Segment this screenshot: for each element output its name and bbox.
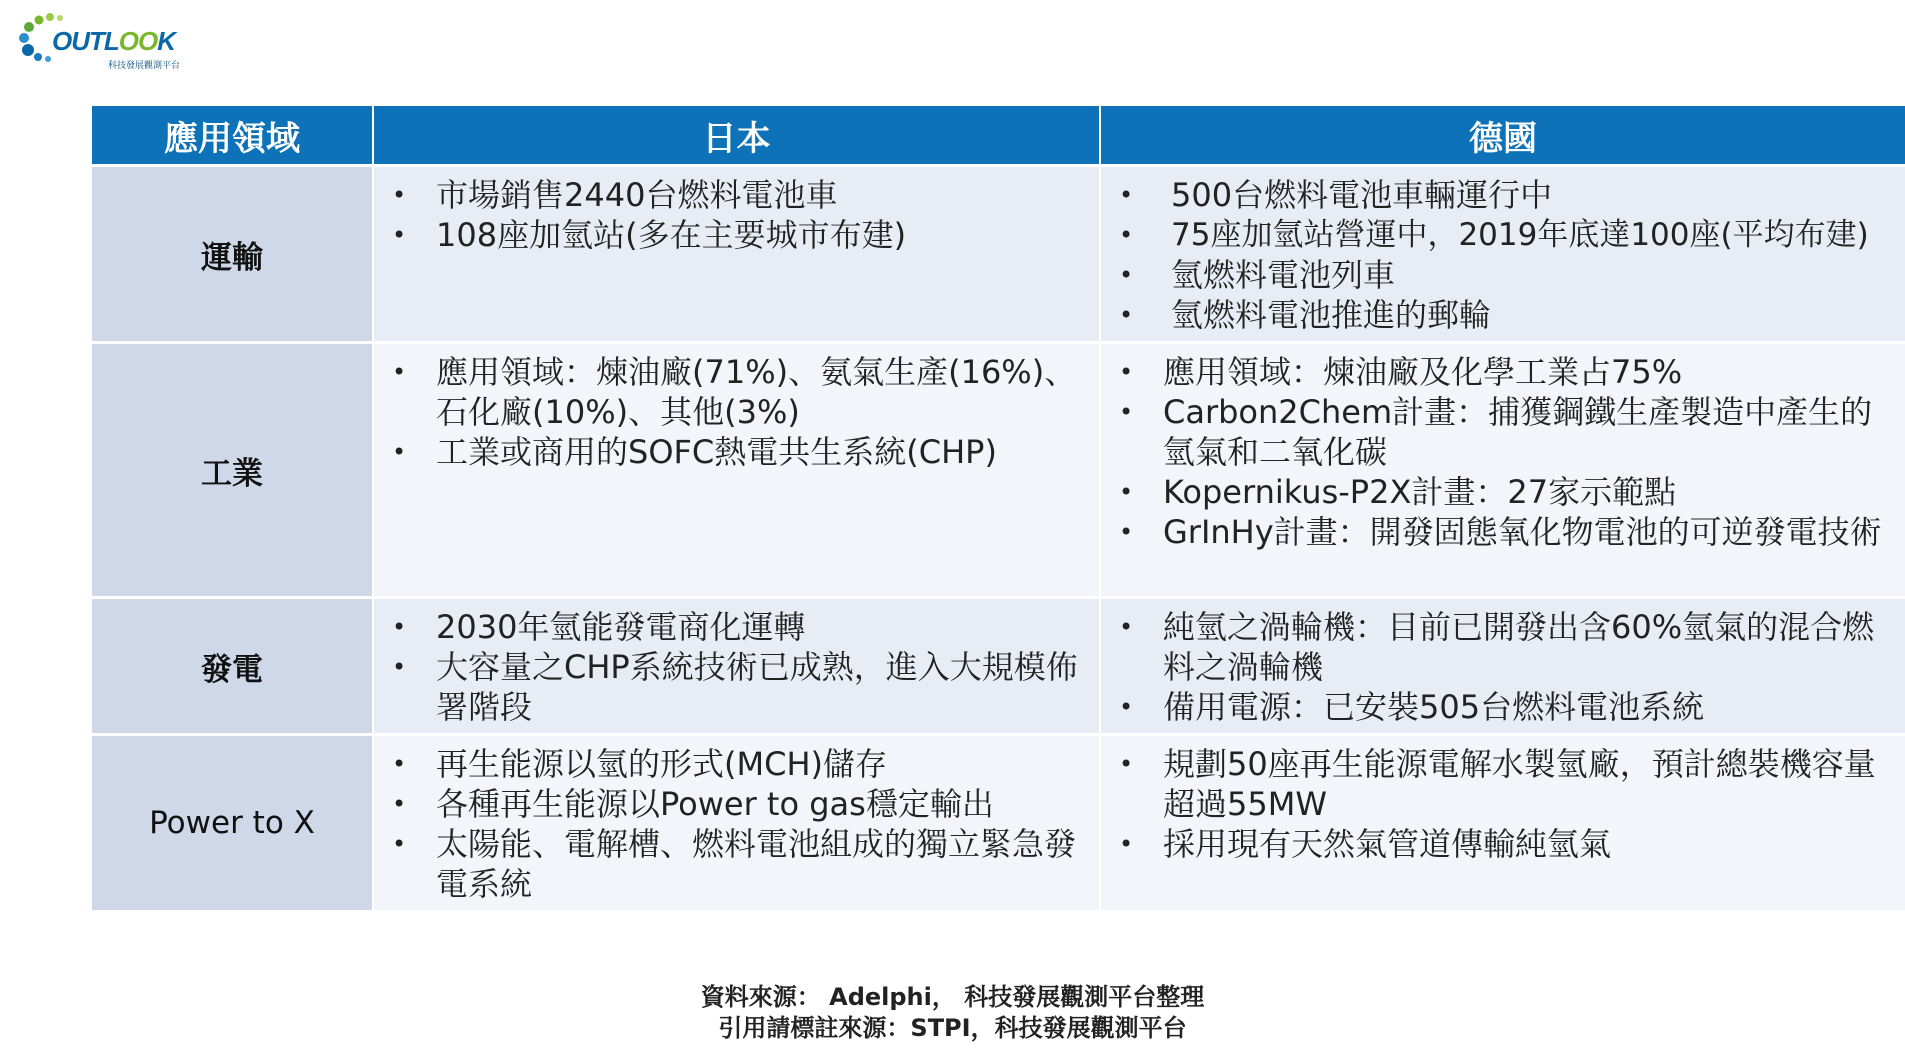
list-item: • 氫燃料電池列車 [1119, 256, 1396, 294]
outlook-logo [16, 8, 186, 71]
logo-wordmark: OUTLOOK [52, 26, 175, 56]
source-note [0, 982, 1905, 1044]
list-item: • 工業或商用的SOFC熱電共生系統(CHP) [392, 433, 997, 471]
list-item: • 備用電源：已安裝505台燃料電池系統 [1119, 688, 1705, 726]
citation-line: 引用請標註來源：STPI，科技發展觀測平台 [718, 1014, 1187, 1042]
header-germany: 德國 [1100, 106, 1905, 166]
logo-subtitle: 科技發展觀測平台 [108, 61, 181, 71]
list-item: • Kopernikus-P2X計畫：27家示範點 [1119, 473, 1677, 511]
list-item: • 純氫之渦輪機：目前已開發出含60%氫氣的混合燃料之渦輪機 [1119, 608, 1875, 686]
japan-list [374, 167, 1099, 261]
table-row [92, 735, 1905, 911]
row-field: 運輸 [92, 166, 373, 343]
list-item: • 各種再生能源以Power to gas穩定輸出 [392, 785, 994, 823]
list-item: • 規劃50座再生能源電解水製氫廠，預計總裝機容量超過55MW [1119, 745, 1876, 823]
source-line: 資料來源： Adelphi， 科技發展觀測平台整理 [700, 983, 1205, 1011]
japan-cell [373, 598, 1100, 735]
japan-cell [373, 166, 1100, 343]
list-item: • 應用領域：煉油廠及化學工業占75% [1119, 353, 1683, 391]
list-item: • 大容量之CHP系統技術已成熟，進入大規模佈署階段 [392, 648, 1078, 726]
germany-cell [1100, 343, 1905, 598]
row-field: 工業 [92, 343, 373, 598]
list-item: • 75座加氫站營運中，2019年底達100座(平均布建) [1119, 217, 1869, 253]
row-field: Power to X [92, 735, 373, 911]
list-item: • 氫燃料電池推進的郵輪 [1119, 296, 1492, 334]
list-item: • Carbon2Chem計畫：捕獲鋼鐵生產製造中產生的氫氣和二氧化碳 [1119, 393, 1873, 471]
japan-list [374, 599, 1099, 733]
germany-list [1101, 167, 1905, 341]
table-row [92, 343, 1905, 598]
list-item: • 108座加氫站(多在主要城市布建) [392, 216, 907, 254]
list-item: • 應用領域：煉油廠(71%)、氨氣生產(16%)、石化廠(10%)、其他(3%) [392, 353, 1077, 431]
table-row [92, 598, 1905, 735]
header-field: 應用領域 [92, 106, 373, 166]
table-row [92, 166, 1905, 343]
list-item: • 太陽能、電解槽、燃料電池組成的獨立緊急發電系統 [392, 825, 1077, 903]
list-item: • 再生能源以氫的形式(MCH)儲存 [392, 745, 887, 783]
japan-list [374, 736, 1099, 910]
row-field: 發電 [92, 598, 373, 735]
list-item: • 2030年氫能發電商化運轉 [392, 608, 806, 646]
germany-list [1101, 736, 1905, 870]
germany-cell [1100, 598, 1905, 735]
germany-list [1101, 344, 1905, 558]
japan-list [374, 344, 1099, 478]
table-header-row [92, 106, 1905, 166]
header-japan: 日本 [373, 106, 1100, 166]
list-item: • GrInHy計畫：開發固態氧化物電池的可逆發電技術 [1119, 513, 1882, 551]
list-item: • 市場銷售2440台燃料電池車 [392, 176, 838, 214]
germany-cell [1100, 166, 1905, 343]
comparison-table [92, 106, 1905, 910]
list-item: • 500台燃料電池車輛運行中 [1119, 176, 1553, 214]
japan-cell [373, 735, 1100, 911]
list-item: • 採用現有天然氣管道傳輸純氫氣 [1119, 825, 1612, 863]
germany-cell [1100, 735, 1905, 911]
germany-list [1101, 599, 1905, 733]
japan-cell [373, 343, 1100, 598]
